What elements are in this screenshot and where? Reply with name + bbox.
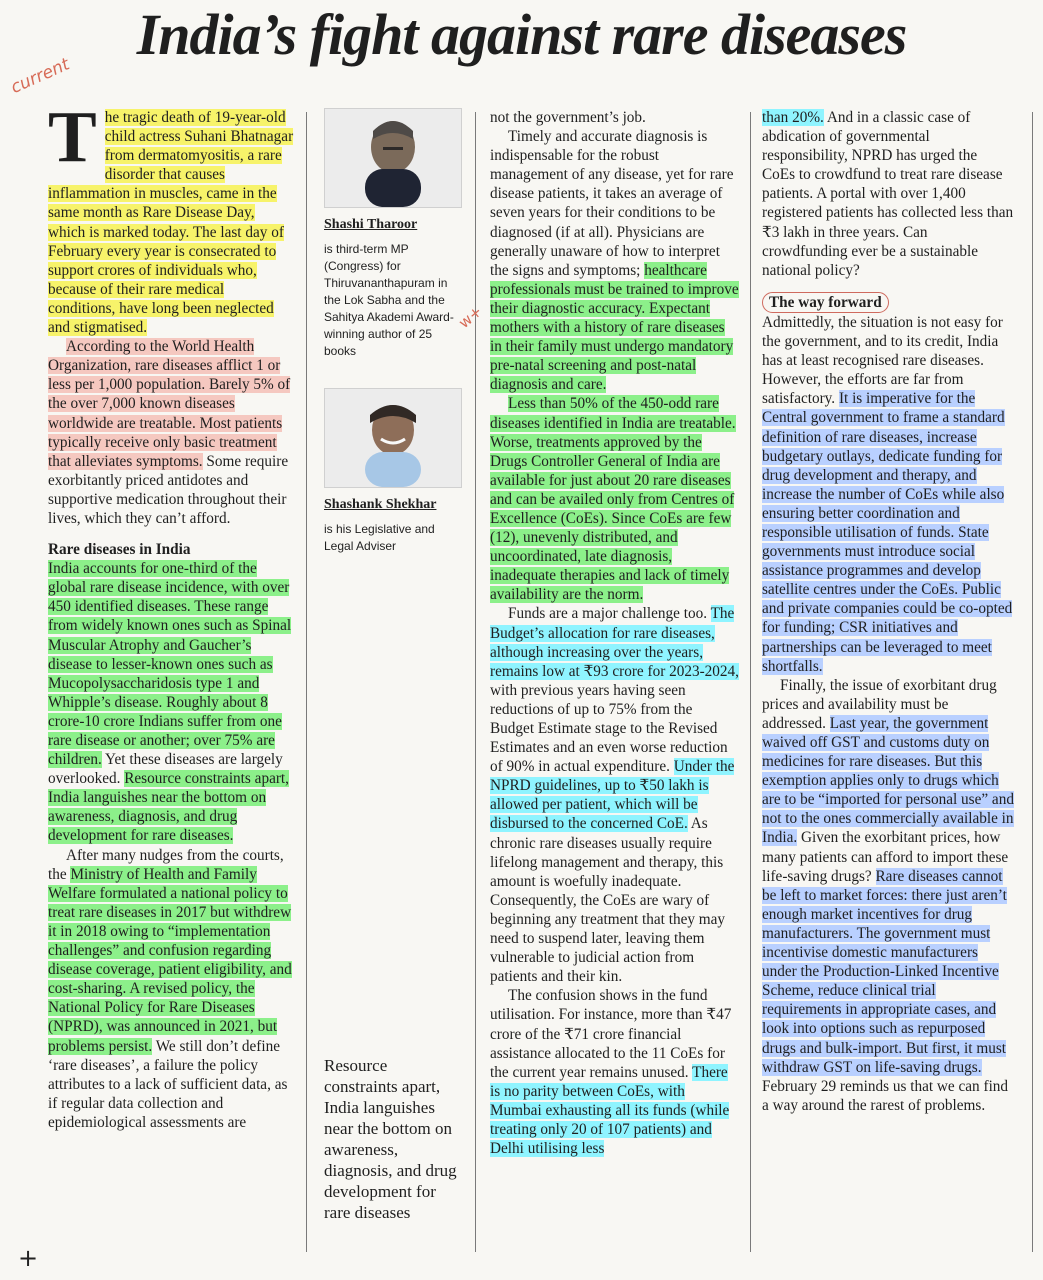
highlight-green: Ministry of Health and Family Welfare formulated a national policy to treat rare diseases in 2017 but withdrew it in 2018 owing to “implementation challenges” and confusion regarding disease coverage, patient eligibility, and cost-sharing. A revised policy, the National Policy for Rare Diseases (NPRD), was announced in 2021, but problems persist. bbox=[48, 865, 292, 1055]
highlight-blue: It is imperative for the Central government to frame a standard definition of rare diseases, increase budgetary outlays, dedicate funding for drug development and therapy, and increase the number of CoEs while also ensuring better coordination and responsible utilisation of funds. State governments must introduce social assistance programmes and develop satellite centres under the CoEs. Public and private companies could be co-opted for funding; CSR initiatives and partnerships can be leveraged to meet shortfalls. bbox=[762, 390, 1013, 675]
column-divider bbox=[1032, 112, 1033, 1252]
drop-cap: T bbox=[48, 108, 97, 177]
paragraph-text: And in a classic case of abdication of governmental responsibility, NPRD has urged the CoEs to crowdfund to treat rare disease patients. A portal with over 1,400 registered patients has collected less than ₹3 lakh in three years. Can crowdfunding ever be a sustainable national policy? bbox=[762, 109, 1014, 279]
funds-paragraph bbox=[490, 604, 740, 986]
article-column-3 bbox=[490, 108, 740, 1268]
paragraph-text: The confusion shows in the fund utilisation. For instance, more than ₹47 crore of the ₹71 crore financial assistance allocated to the 11 CoEs for the current year remains unused. bbox=[490, 987, 732, 1081]
highlight-blue: Last year, the government waived off GST and customs duty on medicines for rare diseases. But this exemption applies only to drugs which are to be “imported for personal use” and not to the ones commercially available in India. bbox=[762, 714, 1014, 847]
highlight-yellow: he tragic death of 19-year-old child actress Suhani Bhatnagar from dermatomyositis, a rare disorder that causes inflammation in muscles, came in the same month as Rare Disease Day, which is marked today. The last day of February every year is consecrated to support crores of individuals who, because of their rare medical conditions, have long been neglected and stigmatised. bbox=[48, 109, 294, 337]
highlight-cyan: There is no parity between CoEs, with Mumbai exhausting all its funds (while treating only 20 of 107 patients) and Delhi utilising less bbox=[490, 1063, 730, 1158]
highlight-blue: Rare diseases cannot be left to market forces: there just aren’t enough market incentives for drug manufacturers. The government must incentivise domestic manufacturers under the Production-Linked Incentive Scheme, reduce clinical trial requirements in appropriate cases, and look into options such as repurposed drugs and bulk-import. But first, it must withdraw GST on life-saving drugs. bbox=[762, 867, 1007, 1076]
handwritten-mark: w+ bbox=[455, 302, 486, 332]
utilisation-paragraph bbox=[490, 986, 740, 1158]
corner-plus-mark: + bbox=[18, 1244, 39, 1272]
author-name-2: Shashank Shekhar bbox=[324, 497, 437, 512]
way-forward-paragraph bbox=[762, 313, 1014, 676]
highlight-cyan: Under the NPRD guidelines, up to ₹50 lakh is allowed per patient, which will be disbursed to the concerned CoE. bbox=[490, 758, 735, 833]
author-bio-1: is third-term MP (Congress) for Thiruvananthapuram in the Lok Sabha and the Sahitya Akademi Award-winning author of 25 books bbox=[324, 242, 454, 358]
highlight-green: healthcare professionals must be trained to improve their diagnostic accuracy. Expectant mothers with a history of rare diseases in their family must undergo mandatory pre-natal screening and post-natal diagnosis and care. bbox=[490, 261, 739, 394]
author-photo-shashi-tharoor bbox=[324, 108, 462, 208]
highlight-green: India accounts for one-third of the global rare disease incidence, with over 450 identified diseases. These range from widely known ones such as Spinal Muscular Atrophy and Gaucher’s disease to lesser-known ones such as Mucopolysaccharidosis type 1 and Whipple’s disease. Roughly about 8 crore-10 crore Indians suffer from one rare disease or another; over 75% are children. bbox=[48, 560, 292, 769]
highlight-cyan: The Budget’s allocation for rare diseases, although increasing over the years, remains low at ₹93 crore for 2023-2024, bbox=[490, 605, 739, 680]
paragraph-text: Given the exorbitant prices, how many patients can afford to import these life-saving drugs? bbox=[762, 829, 1009, 885]
continued-text: not the government’s job. bbox=[490, 109, 646, 126]
highlight-pink: According to the World Health Organization, rare diseases afflict 1 or less per 1,000 population. Barely 5% of the over 7,000 known diseases worldwide are treatable. Most patients typically receive only basic treatment that alleviates symptoms. bbox=[48, 338, 291, 470]
column-divider bbox=[306, 112, 307, 1252]
highlight-green: Less than 50% of the 450-odd rare diseases identified in India are treatable. Worse, treatments approved by the Drugs Controller General of India are available for just about 20 rare diseases and can be availed only from Centres of Excellence (CoEs). Since CoEs are few (12), unevenly distributed, and uncoordinated, late diagnosis, inadequate therapies and lack of timely availability are the norm. bbox=[490, 395, 736, 604]
article-column-1 bbox=[48, 108, 294, 1268]
paragraph-text: Funds are a major challenge too. bbox=[508, 605, 711, 623]
author-name-1: Shashi Tharoor bbox=[324, 217, 418, 232]
paragraph-text: As chronic rare diseases usually require lifelong management and therapy, this amount is woefully inadequate. Consequently, the CoEs are wary of beginning any treatment that they may need to suspend later, leaving them vulnerable to judicial action from patients and their kin. bbox=[490, 815, 726, 986]
paragraph-text: After many nudges from the courts, the bbox=[48, 846, 284, 883]
portrait-image bbox=[325, 389, 461, 487]
highlight-cyan: than 20%. bbox=[762, 109, 824, 126]
section-heading-way-forward bbox=[762, 292, 1014, 313]
india-paragraph bbox=[48, 559, 294, 845]
pull-quote: Resource constraints apart, India languishes near the bottom on awareness, diagnosis, and drug development for rare diseases bbox=[324, 1056, 457, 1222]
author-bio-2: is his Legislative and Legal Adviser bbox=[324, 522, 435, 553]
paragraph-text: Admittedly, the situation is not easy for the government, and to its credit, India has at least recognised rare diseases. However, the efforts are far from satisfactory. bbox=[762, 313, 1003, 408]
paragraph-text: Some require exorbitantly priced antidotes and supportive medication throughout their lives, which they can’t afford. bbox=[48, 452, 289, 527]
treatment-paragraph bbox=[490, 394, 740, 604]
lead-paragraph-block bbox=[48, 108, 294, 337]
final-paragraph bbox=[762, 676, 1014, 1115]
column-divider bbox=[750, 112, 751, 1252]
headline: India’s fight against rare diseases bbox=[136, 2, 907, 67]
paragraph-text: Timely and accurate diagnosis is indispensable for the robust management of any disease, yet for rare disease patients, it takes an average of seven years for their conditions to be diagnosed (if at all). Physicians are generally unaware of how to interpret the signs and symptoms; bbox=[490, 128, 734, 279]
circled-heading: The way forward bbox=[762, 292, 889, 313]
paragraph-text: with previous years having seen reductions of up to 75% from the Budget Estimate stage to the Revised Estimates and an even worse reduction of 90% in actual expenditure. bbox=[490, 681, 728, 776]
paragraph-text: Finally, the issue of exorbitant drug prices and availability must be addressed. bbox=[762, 676, 997, 732]
author-column bbox=[324, 108, 464, 1268]
highlight-green: Resource constraints apart, India languishes near the bottom on awareness, diagnosis, and drug development for rare diseases. bbox=[48, 770, 289, 845]
author-photo-shashank-shekhar bbox=[324, 388, 462, 488]
continued-paragraph bbox=[762, 108, 1014, 280]
paragraph-text: We still don’t define ‘rare diseases’, a failure the policy attributes to a lack of sufficient data, as if regular data collection and epidemiological assessments are bbox=[48, 1037, 288, 1131]
policy-paragraph bbox=[48, 846, 294, 1132]
section-heading-rare-diseases-india: Rare diseases in India bbox=[48, 541, 191, 559]
portrait-image bbox=[325, 109, 461, 207]
who-paragraph bbox=[48, 337, 294, 528]
diagnosis-paragraph bbox=[490, 127, 740, 394]
paragraph-text: Yet these diseases are largely overlooked. bbox=[48, 751, 283, 788]
handwritten-annotation: current bbox=[7, 54, 73, 98]
column-divider bbox=[475, 112, 476, 1252]
paragraph-text: February 29 reminds us that we can find a way around the rarest of problems. bbox=[762, 1077, 1009, 1114]
article-column-4 bbox=[762, 108, 1014, 1268]
